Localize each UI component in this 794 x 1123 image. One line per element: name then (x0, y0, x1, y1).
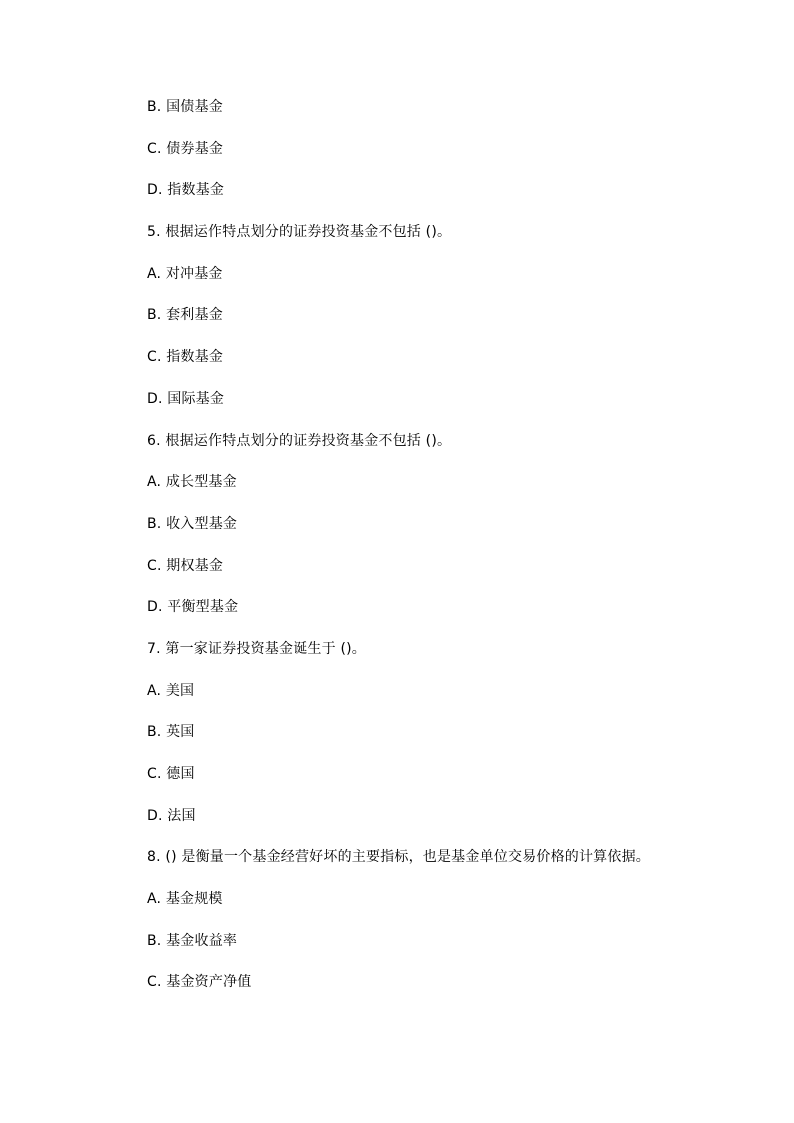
option-b-text: B. 国债基金 (147, 99, 223, 115)
question-5-option-d: D. 国际基金 (147, 390, 225, 407)
question-7-option-a: A. 美国 (147, 682, 195, 699)
option-d-text: D. 指数基金 (147, 182, 225, 199)
question-8-option-b: B. 基金收益率 (147, 932, 238, 949)
question-5-option-b: B. 套利基金 (147, 307, 223, 324)
question-6-option-b: B. 收入型基金 (147, 515, 238, 532)
question-7-option-c: C. 德国 (147, 766, 195, 782)
question-7-option-d: D. 法国 (147, 807, 196, 824)
question-6-option-a: A. 成长型基金 (147, 474, 237, 491)
question-7-text: 7. 第一家证券投资基金诞生于 ()。 (147, 640, 366, 657)
question-5-text: 5. 根据运作特点划分的证券投资基金不包括 ()。 (147, 224, 452, 241)
question-6-text: 6. 根据运作特点划分的证券投资基金不包括 ()。 (147, 432, 452, 449)
question-8-text: 8. () 是衡量一个基金经营好坏的主要指标，也是基金单位交易价格的计算依据。 (147, 849, 650, 866)
question-8-option-c: C. 基金资产净值 (147, 974, 252, 991)
question-content (147, 97, 747, 1014)
question-6-option-c: C. 期权基金 (147, 557, 224, 574)
question-8-option-a: A. 基金规模 (147, 891, 223, 908)
question-5-option-a: A. 对冲基金 (147, 265, 223, 282)
question-6-option-d: D. 平衡型基金 (147, 599, 239, 616)
question-7-option-b: B. 英国 (147, 724, 195, 741)
option-c-text: C. 债券基金 (147, 140, 224, 157)
question-5-option-c: C. 指数基金 (147, 349, 224, 366)
